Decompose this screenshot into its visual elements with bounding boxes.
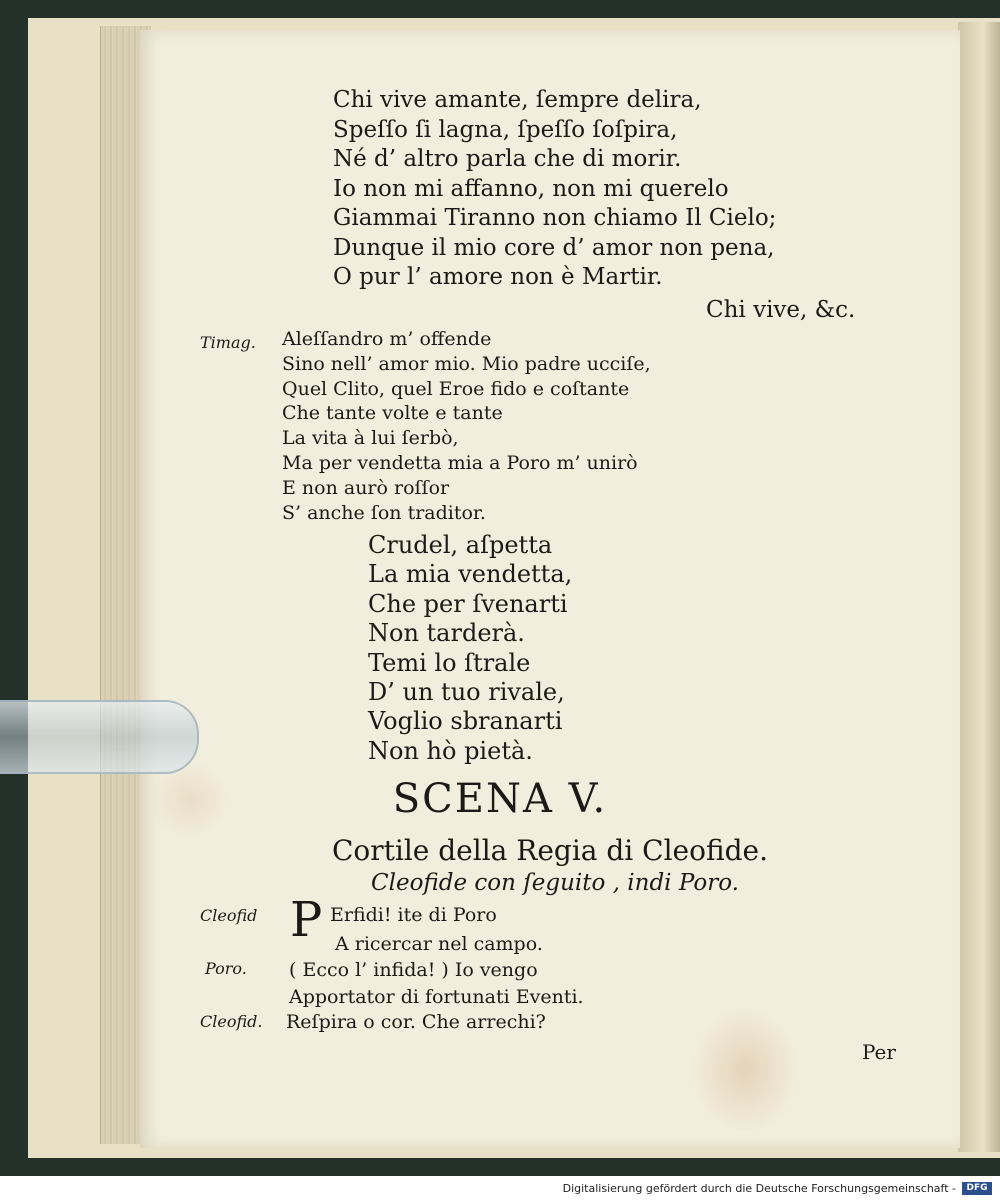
speaker-label: Poro. — [205, 959, 247, 978]
verse-line: Crudel, aſpetta — [368, 531, 553, 559]
dialogue-line: Reſpira o cor. Che arrechi? — [286, 1011, 546, 1033]
catchword: Per — [862, 1040, 896, 1064]
aria-stanza — [333, 86, 776, 293]
facing-page-edge — [958, 22, 1000, 1152]
verse-line: Chi vive amante, ſempre delira, — [333, 87, 702, 113]
verse-line: Giammai Tiranno non chiamo Il Cielo; — [333, 205, 777, 231]
dialogue-line: Apportator di fortunati Eventi. — [289, 986, 584, 1008]
verse-line: Né d’ altro parla che di morir. — [333, 146, 682, 172]
scene-setting: Cortile della Regia di Cleofide. — [331, 834, 769, 867]
speaker-label: Cleofid — [200, 906, 258, 925]
speaker-label: Timag. — [200, 333, 256, 352]
verse-line: Speſſo ſi lagna, ſpeſſo ſoſpira, — [333, 116, 678, 143]
speaker-label: Cleofid. — [200, 1012, 263, 1031]
dialogue-line: Erfidi! ite di Poro — [330, 904, 497, 926]
footer-credit: Digitalisierung gefördert durch die Deutsche Forschungsgemeinschaft - — [562, 1182, 956, 1195]
recitative-block — [282, 327, 651, 525]
verse-line: Sino nell’ amor mio. Mio padre ucciſe, — [282, 352, 651, 375]
verse-line: Che tante volte e tante — [282, 402, 503, 425]
verse-line: Non tarderà. — [368, 619, 525, 648]
verse-line: Voglio sbranarti — [368, 707, 563, 736]
page-stain — [690, 1005, 800, 1135]
verse-line: Che per ſvenarti — [368, 589, 568, 618]
verse-line: Dunque il mio core d’ amor non pena, — [333, 234, 775, 261]
aria-refrain: Chi vive, &c. — [706, 297, 856, 323]
verse-line: La mia vendetta, — [368, 560, 573, 589]
verse-line: S’ anche ſon traditor. — [282, 501, 486, 524]
verse-line: Non hò pietà. — [368, 736, 533, 765]
verse-line: Temi lo ſtrale — [368, 648, 531, 677]
aria-block — [368, 531, 572, 766]
verse-line: Quel Clito, quel Eroe fido e coſtante — [282, 377, 630, 400]
verse-line: Ma per vendetta mia a Poro m’ unirò — [282, 451, 638, 474]
dialogue-line: ( Ecco l’ infida! ) Io vengo — [289, 959, 538, 981]
dialogue-line: A ricercar nel campo. — [335, 933, 543, 955]
scene-heading: SCENA V. — [392, 776, 608, 822]
verse-line: Aleſſandro m’ offende — [282, 328, 492, 350]
verse-line: La vita à lui ſerbò, — [282, 427, 459, 450]
verse-line: O pur l’ amore non è Martir. — [333, 264, 663, 290]
drop-cap: P — [290, 892, 323, 948]
dfg-logo: DFG — [962, 1182, 992, 1195]
glass-page-holder — [0, 700, 199, 774]
scene-characters: Cleofide con ſeguito , indi Poro. — [371, 870, 739, 896]
verse-line: D’ un tuo rivale, — [368, 678, 565, 707]
verse-line: Io non mi affanno, non mi querelo — [333, 175, 729, 202]
verse-line: E non aurò roſſor — [282, 476, 450, 499]
